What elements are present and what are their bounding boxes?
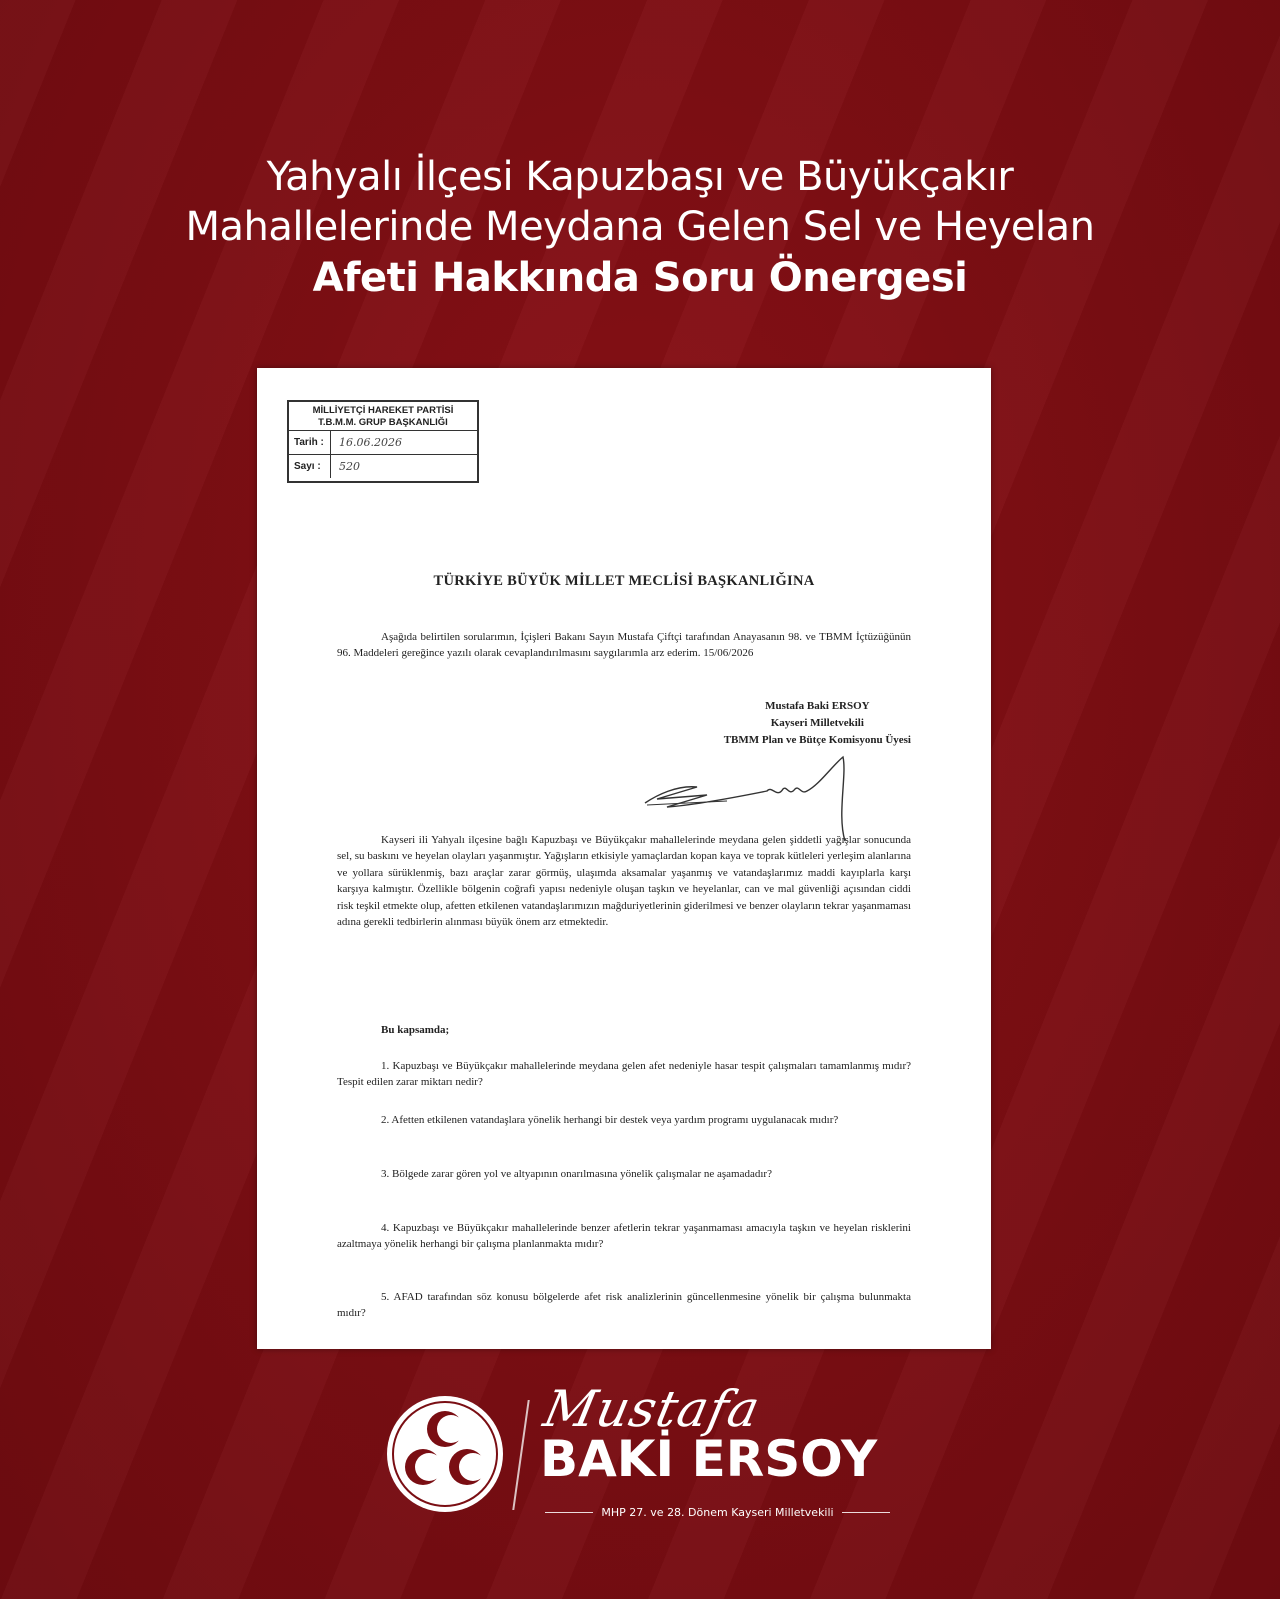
stamp-number-label: Sayı : [289,455,331,478]
party-logo-icon [384,1393,506,1515]
subtitle-rule-left [545,1512,593,1514]
footer-divider [512,1400,529,1510]
scope-label: Bu kapsamda; [381,1024,450,1036]
signature-block [724,698,911,749]
subtitle-rule-right [842,1512,890,1514]
stamp-number-value: 520 [339,460,360,473]
question-4: 4. Kapuzbaşı ve Büyükçakır mahallelerinde benzer afetlerin tekrar yaşanmaması amacıyla taşkın ve heyelan risklerini azaltmaya yönelik herhangi bir çalışma planlanmakta mıdır? [337,1222,911,1251]
headline-line-1: Yahyalı İlçesi Kapuzbaşı ve Büyükçakır [266,154,1014,200]
question-2: 2. Afetten etkilenen vatandaşlara yönelik herhangi bir destek veya yardım programı uygulanacak mıdır? [381,1114,839,1126]
footer-subtitle-row [545,1506,890,1519]
stamp-number-row [289,455,477,478]
reception-stamp [287,400,479,483]
stamp-date-row [289,431,477,455]
stamp-header [289,402,477,431]
signatory-name: Mustafa Baki ERSOY [765,700,870,712]
footer-name: BAKİ ERSOY [540,1430,878,1488]
body-paragraph: Kayseri ili Yahyalı ilçesine bağlı Kapuzbaşı ve Büyükçakır mahallelerinde meydana gelen şiddetli yağışlar sonucunda sel, su baskını ve heyelan olayları yaşanmıştır. Yağışların etkisiyle yamaçlardan kopan kaya ve toprak kütleleri yerleşim alanlarına ve yollara sürüklenmiş, bazı araçlar zarar görmüş, ulaşımda aksamalar yaşanmış ve vatandaşlarımız maddi kayıplarla karşı karşıya kalmıştır. Özellikle bölgenin coğrafi yapısı nedeniyle oluşan taşkın ve heyelanlar, can ve mal güvenliği açısından ciddi risk teşkil etmekte olup, afetten etkilenen vatandaşlarımızın mağduriyetlerinin giderilmesi ve benzer olayların tekrar yaşanmaması adına gerekli tedbirlerin alınması büyük önem arz etmektedir. [337,834,911,929]
footer-subtitle: MHP 27. ve 28. Dönem Kayseri Milletvekili [601,1506,834,1519]
question-5: 5. AFAD tarafından söz konusu bölgelerde afet risk analizlerinin güncellenmesine yönelik bir çalışma bulunmakta mıdır? [337,1291,911,1320]
headline-line-3: Afeti Hakkında Soru Önergesi [312,255,968,301]
stamp-party: MİLLİYETÇİ HAREKET PARTİSİ [312,405,454,416]
headline-line-2: Mahallelerinde Meydana Gelen Sel ve Heyelan [185,204,1095,250]
question-3: 3. Bölgede zarar gören yol ve altyapının onarılmasına yönelik çalışmalar ne aşamadadır? [381,1168,772,1180]
stamp-date-label: Tarih : [289,431,331,454]
stamp-office: T.B.M.M. GRUP BAŞKANLIĞI [318,417,448,428]
headline [0,152,1280,304]
signatory-committee: TBMM Plan ve Bütçe Komisyonu Üyesi [723,734,911,746]
document-page [257,368,991,1349]
question-1: 1. Kapuzbaşı ve Büyükçakır mahallelerinde meydana gelen afet nedeniyle hasar tespit çalışmaları tamamlanmış mıdır? Tespit edilen zarar miktarı nedir? [337,1060,911,1089]
footer-script-name: Mustafa [538,1380,766,1438]
document-title: TÜRKİYE BÜYÜK MİLLET MECLİSİ BAŞKANLIĞINA [433,573,815,589]
signatory-role: Kayseri Milletvekili [770,717,864,729]
intro-paragraph: Aşağıda belirtilen sorularımın, İçişleri Bakanı Sayın Mustafa Çiftçi tarafından Anayasanın 98. ve TBMM İçtüzüğünün 96. Maddeleri gereğince yazılı olarak cevaplandırılmasını saygılarımla arz ederim. 15/06/2026 [337,631,911,660]
stamp-date-value: 16.06.2026 [339,436,402,449]
